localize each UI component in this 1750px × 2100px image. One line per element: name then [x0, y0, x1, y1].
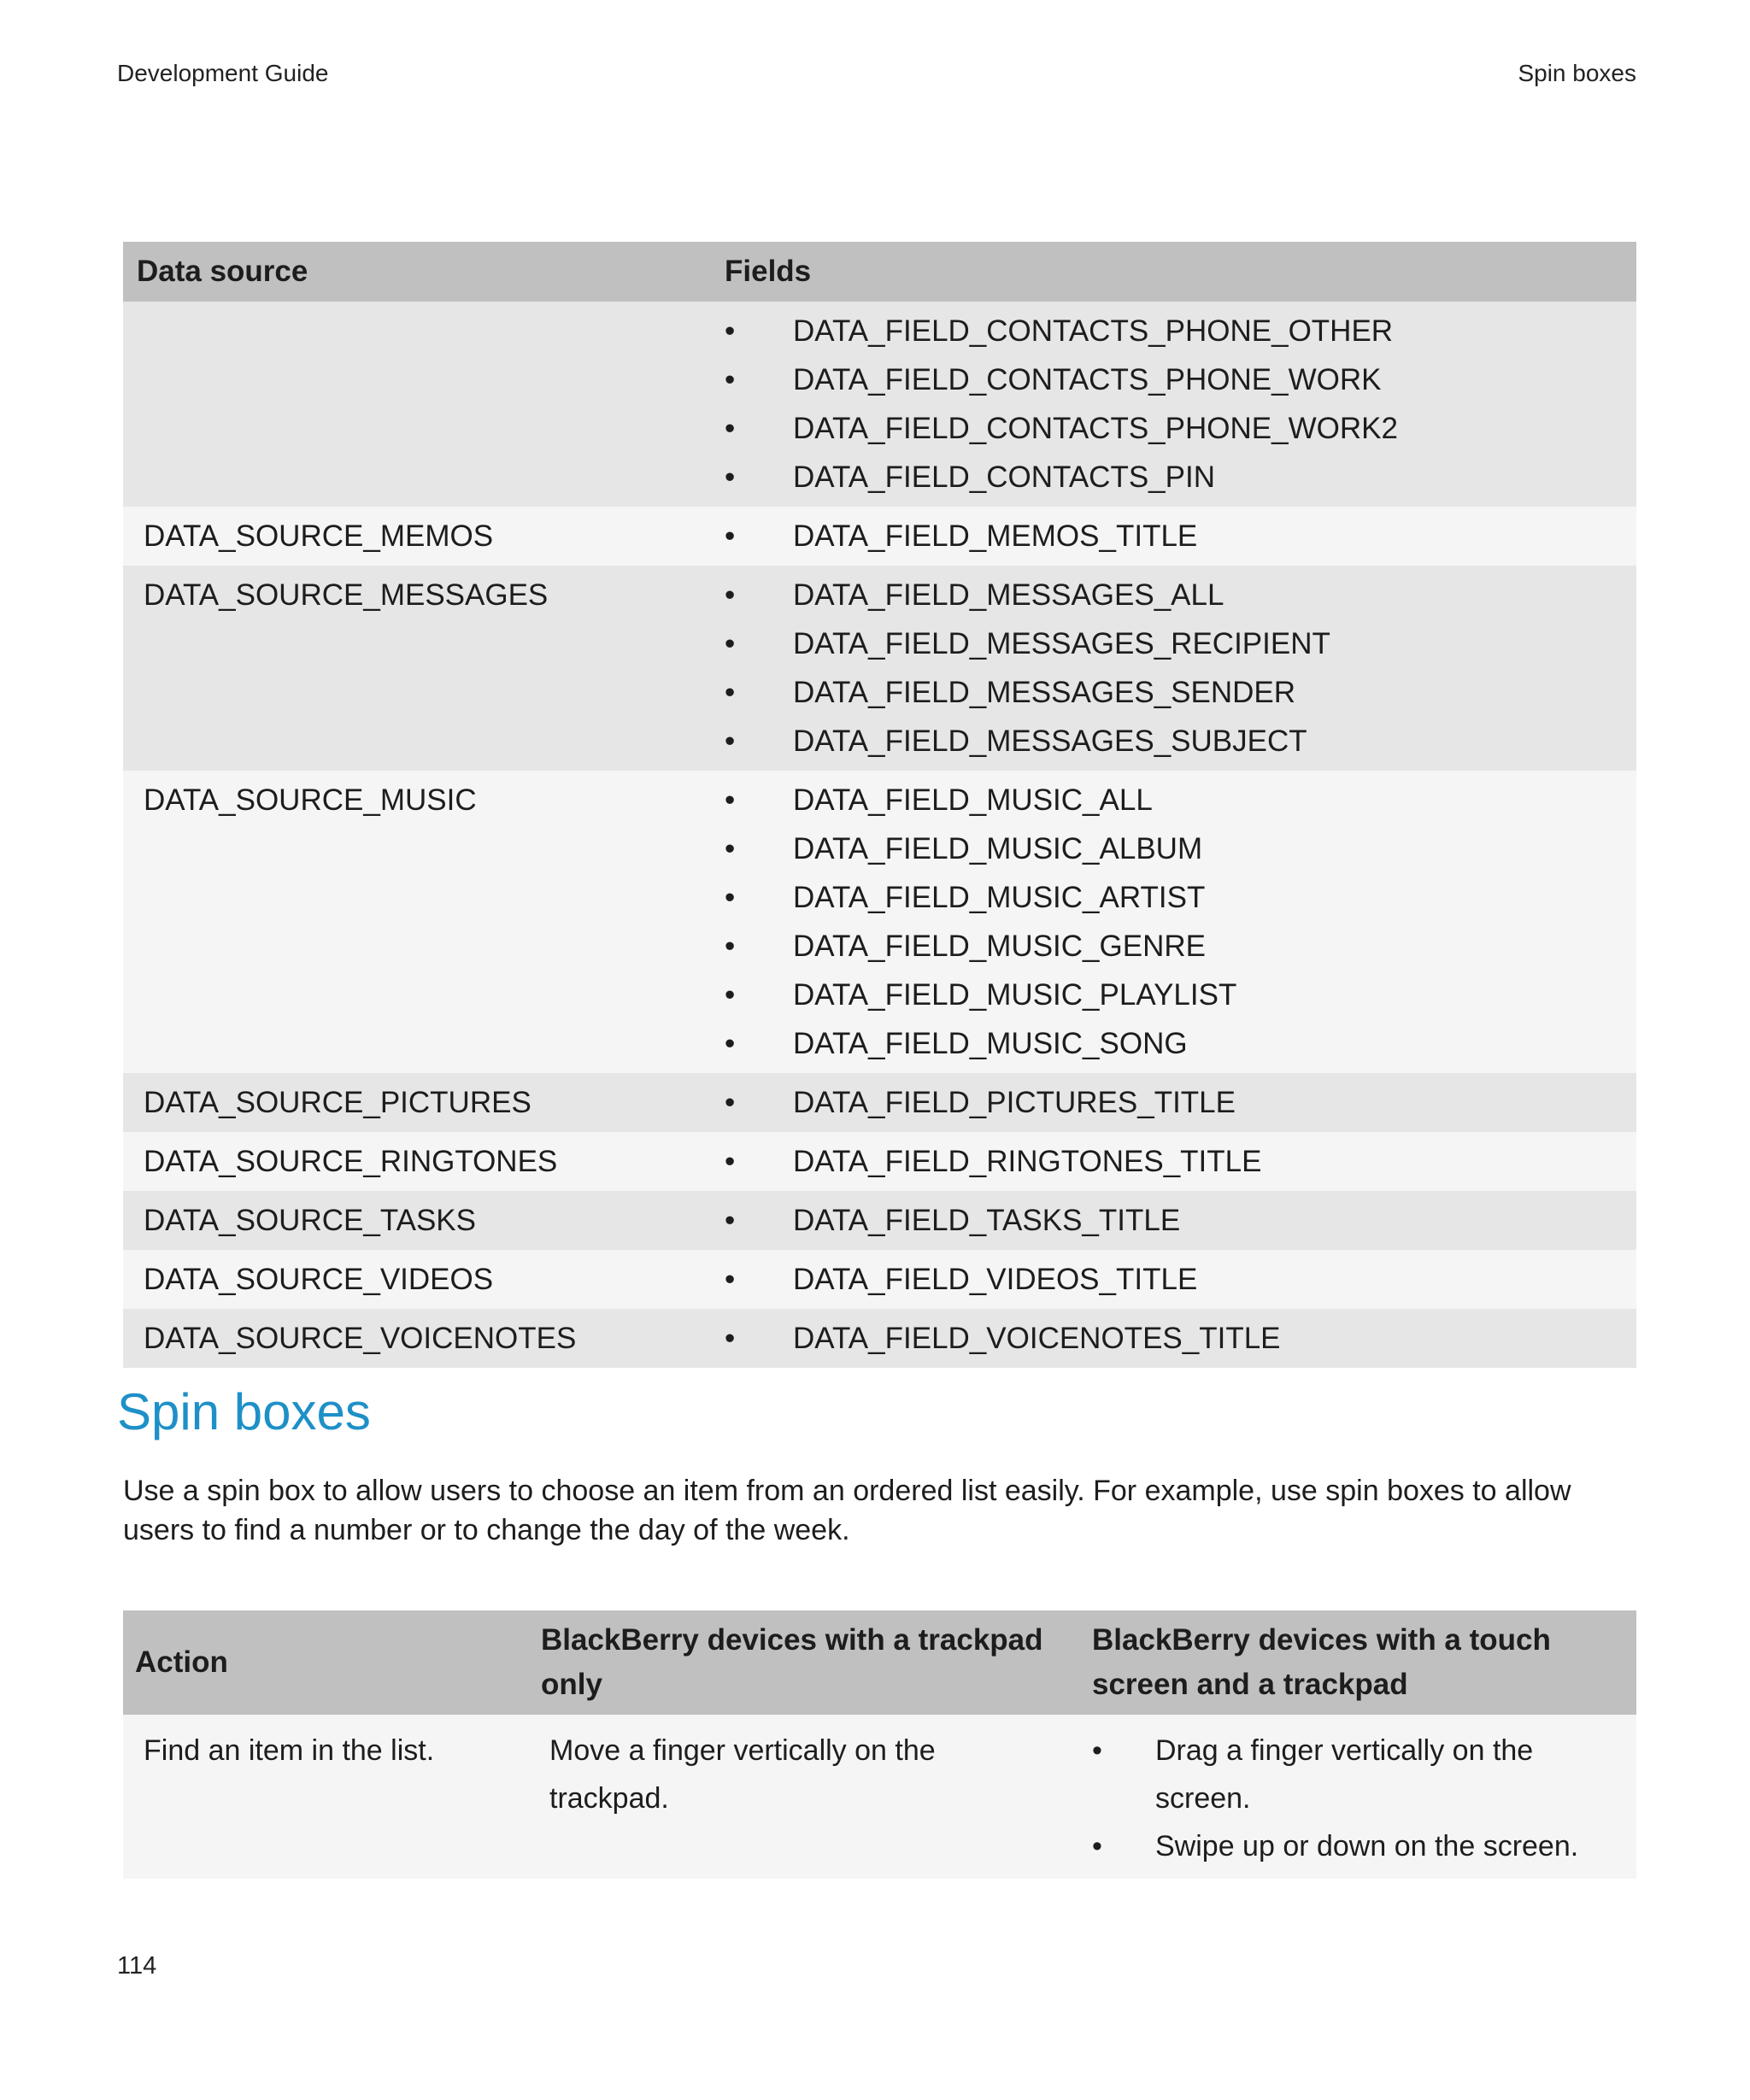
field-list [725, 571, 1623, 766]
field-item: • DATA_FIELD_VIDEOS_TITLE [725, 1255, 1623, 1304]
trackpad-cell: Move a finger vertically on the trackpad. [529, 1715, 1080, 1879]
table-row [123, 1191, 1636, 1250]
fields-cell [711, 302, 1636, 507]
field-item: • DATA_FIELD_TASKS_TITLE [725, 1196, 1623, 1245]
header-section-title: Spin boxes [1518, 60, 1636, 86]
data-source-fields-table [123, 242, 1636, 1368]
field-item: • DATA_FIELD_MESSAGES_ALL [725, 571, 1623, 619]
field-list [725, 1137, 1623, 1186]
fields-cell [711, 507, 1636, 566]
gesture-list [1092, 1727, 1616, 1870]
field-list [725, 307, 1623, 502]
data-source-cell [123, 302, 711, 507]
column-header-data-source: Data source [123, 242, 711, 302]
table-header-row [123, 1610, 1636, 1715]
fields-cell [711, 1073, 1636, 1132]
field-item: • DATA_FIELD_MESSAGES_RECIPIENT [725, 619, 1623, 668]
section-title: Spin boxes [117, 1383, 371, 1440]
field-item: • DATA_FIELD_CONTACTS_PHONE_WORK [725, 355, 1623, 404]
data-source-cell: DATA_SOURCE_TASKS [123, 1191, 711, 1250]
field-list [725, 1314, 1623, 1363]
field-item: • DATA_FIELD_CONTACTS_PHONE_OTHER [725, 307, 1623, 355]
data-source-cell: DATA_SOURCE_MEMOS [123, 507, 711, 566]
field-list [725, 776, 1623, 1068]
field-item: • DATA_FIELD_MEMOS_TITLE [725, 512, 1623, 560]
field-list [725, 1255, 1623, 1304]
fields-cell [711, 1191, 1636, 1250]
data-source-cell: DATA_SOURCE_MUSIC [123, 771, 711, 1073]
field-list [725, 1078, 1623, 1127]
column-header-trackpad-only: BlackBerry devices with a trackpad only [529, 1610, 1080, 1715]
field-item: • DATA_FIELD_MUSIC_ALBUM [725, 824, 1623, 873]
field-list [725, 1196, 1623, 1245]
header-doc-title: Development Guide [117, 60, 329, 86]
field-item: • DATA_FIELD_MUSIC_PLAYLIST [725, 971, 1623, 1019]
field-item: • DATA_FIELD_MESSAGES_SENDER [725, 668, 1623, 717]
column-header-touch-and-trackpad: BlackBerry devices with a touch screen and a trackpad [1080, 1610, 1636, 1715]
field-item: • DATA_FIELD_MUSIC_GENRE [725, 922, 1623, 971]
data-source-cell: DATA_SOURCE_RINGTONES [123, 1132, 711, 1191]
running-header [117, 60, 1636, 94]
field-item: • DATA_FIELD_MESSAGES_SUBJECT [725, 717, 1623, 766]
data-source-cell: DATA_SOURCE_VIDEOS [123, 1250, 711, 1309]
data-source-cell: DATA_SOURCE_MESSAGES [123, 566, 711, 771]
field-item: • DATA_FIELD_CONTACTS_PHONE_WORK2 [725, 404, 1623, 453]
column-header-fields: Fields [711, 242, 1636, 302]
field-list [725, 512, 1623, 560]
table-row [123, 507, 1636, 566]
table-row [123, 1250, 1636, 1309]
fields-cell [711, 566, 1636, 771]
table-header-row [123, 242, 1636, 302]
fields-cell [711, 1132, 1636, 1191]
gesture-item: • Swipe up or down on the screen. [1092, 1822, 1616, 1870]
table-row [123, 1309, 1636, 1368]
table-row [123, 771, 1636, 1073]
spin-box-actions-table [123, 1610, 1636, 1879]
field-item: • DATA_FIELD_PICTURES_TITLE [725, 1078, 1623, 1127]
fields-cell [711, 1250, 1636, 1309]
field-item: • DATA_FIELD_CONTACTS_PIN [725, 453, 1623, 502]
data-source-cell: DATA_SOURCE_PICTURES [123, 1073, 711, 1132]
field-item: • DATA_FIELD_MUSIC_SONG [725, 1019, 1623, 1068]
column-header-action: Action [123, 1610, 529, 1715]
touch-screen-cell [1080, 1715, 1636, 1879]
table-row [123, 1073, 1636, 1132]
page-number: 114 [117, 1952, 157, 1980]
field-item: • DATA_FIELD_VOICENOTES_TITLE [725, 1314, 1623, 1363]
field-item: • DATA_FIELD_RINGTONES_TITLE [725, 1137, 1623, 1186]
field-item: • DATA_FIELD_MUSIC_ALL [725, 776, 1623, 824]
table-row [123, 566, 1636, 771]
table-row [123, 302, 1636, 507]
section-intro: Use a spin box to allow users to choose an item from an ordered list easily. For example, use spin boxes to allow users to find a number or to change the day of the week. [123, 1475, 1571, 1546]
gesture-item: • Drag a finger vertically on the screen. [1092, 1727, 1616, 1822]
table-row [123, 1132, 1636, 1191]
action-cell: Find an item in the list. [123, 1715, 529, 1879]
data-source-cell: DATA_SOURCE_VOICENOTES [123, 1309, 711, 1368]
field-item: • DATA_FIELD_MUSIC_ARTIST [725, 873, 1623, 922]
fields-cell [711, 771, 1636, 1073]
fields-cell [711, 1309, 1636, 1368]
table-row [123, 1715, 1636, 1879]
